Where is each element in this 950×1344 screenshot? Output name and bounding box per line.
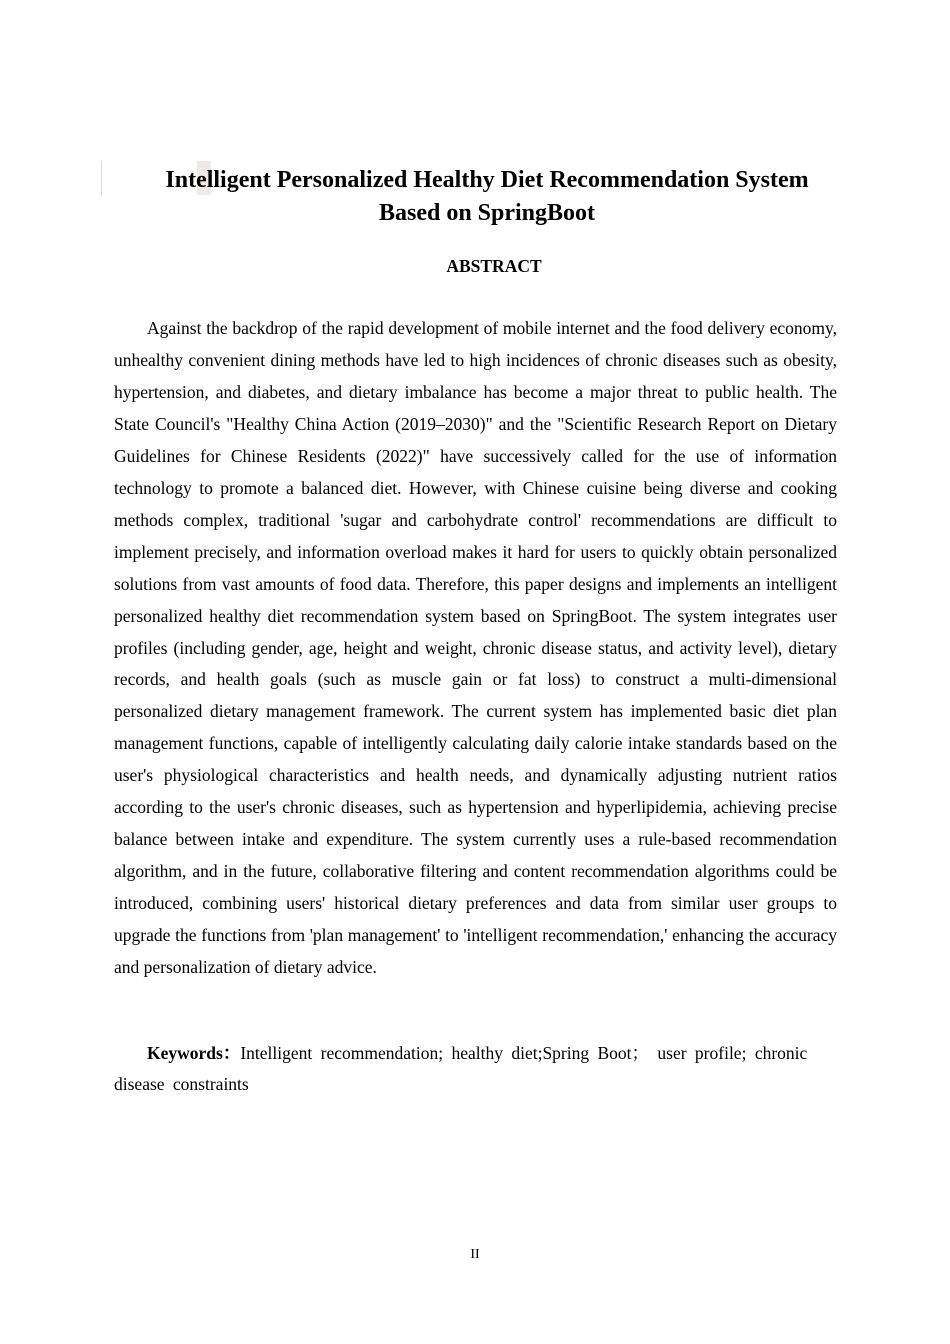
margin-line [101, 161, 102, 195]
page-number: II [470, 1247, 480, 1262]
abstract-body: Against the backdrop of the rapid development of mobile internet and the food delivery economy, unhealthy convenient dining methods have led to high incidences of chronic diseases such as obesity, hypertension, and diabetes, and dietary imbalance has become a major threat to public health. The State Council's "Healthy China Action (2019–2030)" and the "Scientific Research Report on Dietary Guidelines for Chinese Residents (2022)" have successively called for the use of information technology to promote a balanced diet. However, with Chinese cuisine being diverse and cooking methods complex, traditional 'sugar and carbohydrate control' recommendations are difficult to implement precisely, and information overload makes it hard for users to quickly obtain personalized solutions from vast amounts of food data. Therefore, this paper designs and implements an intelligent personalized healthy diet recommendation system based on SpringBoot. The system integrates user profiles (including gender, age, height and weight, chronic disease status, and activity level), dietary records, and health goals (such as muscle gain or fat loss) to construct a multi-dimensional personalized dietary management framework. The current system has implemented basic diet plan management functions, capable of intelligently calculating daily calorie intake standards based on the user's physiological characteristics and health needs, and dynamically adjusting nutrient ratios according to the user's chronic diseases, such as hypertension and hyperlipidemia, achieving precise balance between intake and expenditure. The system currently uses a rule-based recommendation algorithm, and in the future, collaborative filtering and content recommendation algorithms could be introduced, combining users' historical dietary preferences and data from similar user groups to upgrade the functions from 'plan management' to 'intelligent recommendation,' enhancing the accuracy and personalization of dietary advice. [114, 318, 837, 978]
keywords-paragraph [114, 1038, 814, 1100]
keywords-label: Keywords： [147, 1043, 241, 1063]
document-title: Intelligent Personalized Healthy Diet Recommendation System Based on SpringBoot [165, 167, 809, 226]
abstract-heading: ABSTRACT [446, 256, 542, 276]
keywords-text: Intelligent recommendation; healthy diet;Spring Boot； user profile; chronic disease constraints [114, 1043, 808, 1094]
